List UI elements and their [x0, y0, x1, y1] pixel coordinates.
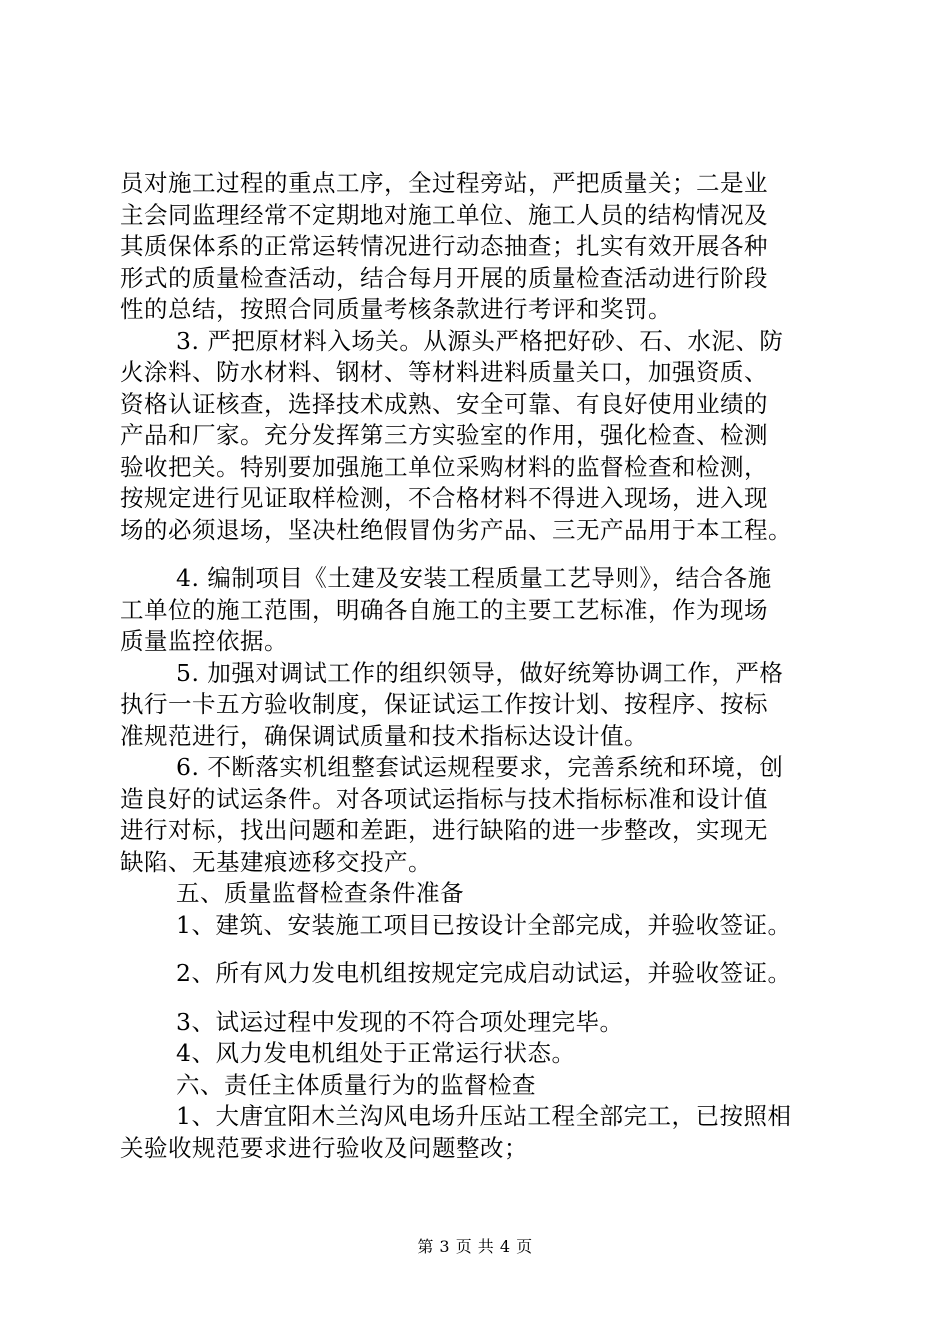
page-body — [120, 168, 920, 1164]
text-line: 3、试运过程中发现的不符合项处理完毕。 — [176, 1007, 624, 1036]
text-line: 准规范进行，确保调试质量和技术指标达设计值。 — [120, 721, 648, 750]
text-line: 员对施工过程的重点工序，全过程旁站，严把质量关；二是业 — [120, 169, 768, 197]
text-line: 场的必须退场，坚决杜绝假冒伪劣产品、三无产品用于本工程。 — [120, 515, 792, 544]
text-line: 六、责任主体质量行为的监督检查 — [176, 1070, 536, 1099]
text-line: 五、质量监督检查条件准备 — [176, 879, 464, 907]
text-line: 缺陷、无基建痕迹移交投产。 — [120, 847, 432, 876]
text-line: 3. 严把原材料入场关。从源头严格把好砂、石、水泥、防 — [176, 326, 784, 355]
text-line: 性的总结，按照合同质量考核条款进行考评和奖罚。 — [120, 295, 672, 323]
text-line: 2、所有风力发电机组按规定完成启动试运，并验收签证。 — [176, 959, 792, 987]
text-line: 进行对标，找出问题和差距，进行缺陷的进一步整改，实现无 — [120, 816, 768, 844]
text-line: 1、大唐宜阳木兰沟风电场升压站工程全部完工，已按照相 — [176, 1102, 792, 1130]
text-line: 主会同监理经常不定期地对施工单位、施工人员的结构情况及 — [120, 200, 768, 229]
text-line: 按规定进行见证取样检测，不合格材料不得进入现场，进入现 — [120, 484, 768, 512]
text-line: 4. 编制项目《土建及安装工程质量工艺导则》，结合各施 — [176, 564, 772, 592]
text-line: 质量监控依据。 — [120, 627, 288, 655]
text-line: 工单位的施工范围，明确各自施工的主要工艺标准，作为现场 — [120, 595, 768, 624]
paragraph-gap — [120, 990, 920, 1007]
text-line: 产品和厂家。充分发挥第三方实验室的作用，强化检查、检测 — [120, 421, 768, 449]
text-line: 4、风力发电机组处于正常运行状态。 — [176, 1039, 576, 1067]
paragraph-gap — [120, 941, 920, 958]
text-line: 执行一卡五方验收制度，保证试运工作按计划、按程序、按标 — [120, 690, 768, 718]
text-line: 验收把关。特别要加强施工单位采购材料的监督检查和检测， — [120, 452, 768, 481]
text-line: 5. 加强对调试工作的组织领导，做好统筹协调工作，严格 — [176, 658, 784, 687]
text-line: 6. 不断落实机组整套试运规程要求，完善系统和环境，创 — [176, 753, 784, 781]
text-line: 资格认证核查，选择技术成熟、安全可靠、有良好使用业绩的 — [120, 389, 768, 418]
paragraph-gap — [120, 546, 920, 563]
page-footer: 第 3 页 共 4 页 — [417, 1237, 533, 1256]
text-line: 火涂料、防水材料、钢材、等材料进料质量关口，加强资质、 — [120, 358, 768, 386]
text-line: 形式的质量检查活动，结合每月开展的质量检查活动进行阶段 — [120, 263, 768, 292]
text-line: 造良好的试运条件。对各项试运指标与技术指标标准和设计值 — [120, 784, 768, 813]
text-line: 1、建筑、安装施工项目已按设计全部完成，并验收签证。 — [176, 910, 792, 939]
text-line: 关验收规范要求进行验收及问题整改； — [120, 1133, 528, 1162]
text-line: 其质保体系的正常运转情况进行动态抽查；扎实有效开展各种 — [120, 232, 768, 260]
